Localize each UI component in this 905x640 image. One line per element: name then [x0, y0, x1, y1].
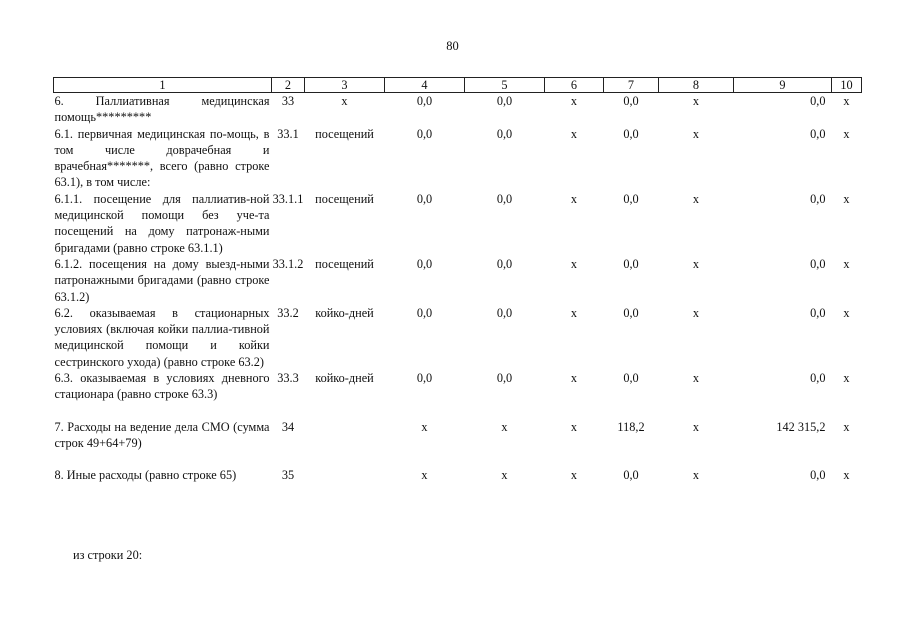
header-cell-1: 1 [54, 78, 272, 93]
header-cell-8: 8 [659, 78, 734, 93]
row-col9: 0,0 [810, 256, 826, 271]
row-col9: 0,0 [810, 305, 826, 320]
row-col9: 0,0 [810, 126, 826, 141]
row-col4: 0,0 [416, 126, 433, 141]
row-unit: посещений [315, 126, 374, 141]
row-col8: х [692, 126, 700, 141]
row-col6: х [570, 94, 578, 108]
row-col8: х [692, 419, 700, 434]
row-col4: х [421, 419, 428, 434]
row-col4: 0,0 [416, 94, 433, 108]
row-col8: х [692, 191, 700, 206]
row-col4: х [421, 468, 428, 483]
header-cell-3: 3 [305, 78, 385, 93]
row-col8: х [692, 256, 700, 271]
row-col10: х [843, 305, 850, 320]
row-col10: х [843, 256, 850, 271]
row-unit: койко-дней [315, 371, 374, 386]
row-col5: 0,0 [496, 256, 513, 271]
row-col7: 0,0 [623, 305, 639, 320]
row-col9: 142 315,2 [776, 419, 826, 434]
row-col9: 0,0 [810, 94, 826, 108]
row-code: 33.1 [277, 126, 299, 141]
page-number: 80 [446, 39, 459, 53]
table-row [54, 93, 862, 126]
row-code: 33.1.1 [272, 191, 304, 206]
row-col10: х [843, 371, 850, 386]
row-col10: х [843, 419, 850, 434]
row-col6: х [570, 371, 578, 386]
report-table [53, 77, 862, 484]
row-col7: 0,0 [623, 256, 639, 271]
header-cell-10: 10 [832, 78, 862, 93]
row-col10: х [843, 126, 850, 141]
row-col5: 0,0 [496, 191, 513, 206]
header-cell-9: 9 [734, 78, 832, 93]
header-row [54, 78, 862, 93]
row-col6: х [570, 126, 578, 141]
header-cell-2: 2 [272, 78, 305, 93]
row-col5: 0,0 [496, 94, 513, 108]
row-col6: х [570, 191, 578, 206]
row-col8: х [692, 305, 700, 320]
row-col5: 0,0 [496, 371, 513, 386]
table-row [54, 305, 862, 370]
row-col4: 0,0 [416, 191, 433, 206]
row-col6: х [570, 419, 578, 434]
row-col5: х [501, 468, 508, 483]
row-col7: 0,0 [623, 191, 639, 206]
row-name: 6.2. оказываемая в стационарных условиях (включая койки паллиа-тивной медицинской помощи и койки сестринского ухода) (равно строке 63.2) [54, 305, 270, 369]
row-name: 6.3. оказываемая в условиях дневного стационара (равно строке 63.3) [54, 371, 270, 402]
row-col9: 0,0 [810, 191, 826, 206]
row-col10: х [843, 468, 850, 483]
row-col5: 0,0 [496, 126, 513, 141]
table-row [54, 256, 862, 305]
row-col9: 0,0 [810, 371, 826, 386]
header-cell-5: 5 [465, 78, 545, 93]
row-name: 6.1.1. посещение для паллиатив-ной медицинской помощи без уче-та посещений на дому патронаж-ными бригадами (равно строке 63.1.1) [54, 191, 270, 255]
row-unit [305, 419, 385, 468]
row-col4: 0,0 [416, 305, 433, 320]
row-unit: х [341, 94, 348, 108]
row-col6: х [570, 305, 578, 320]
row-name: 6.1. первичная медицинская по-мощь, в том числе доврачебная и врачебная*******, всего (равно строке 63.1), в том числе: [54, 126, 270, 190]
row-col8: х [692, 468, 700, 483]
table-row [54, 126, 862, 191]
row-code: 33.3 [277, 371, 299, 386]
row-col5: 0,0 [496, 305, 513, 320]
row-code: 33.2 [277, 305, 299, 320]
row-unit: посещений [315, 256, 374, 271]
row-col10: х [843, 94, 850, 108]
row-col8: х [692, 371, 700, 386]
row-code: 35 [281, 468, 295, 483]
row-name: 7. Расходы на ведение дела СМО (сумма строк 49+64+79) [54, 419, 270, 450]
header-cell-6: 6 [545, 78, 604, 93]
row-unit [305, 467, 385, 483]
row-name: 6. Паллиативная медицинская помощь********* [54, 94, 270, 125]
row-col10: х [843, 191, 850, 206]
row-col7: 0,0 [623, 468, 639, 483]
table-row [54, 191, 862, 256]
row-col6: х [570, 256, 578, 271]
row-name: 6.1.2. посещения на дому выезд-ными патронажными бригадами (равно строке 63.1.2) [54, 256, 270, 304]
header-cell-7: 7 [604, 78, 659, 93]
row-col4: 0,0 [416, 371, 433, 386]
row-unit: койко-дней [315, 305, 374, 320]
table-row [54, 467, 862, 483]
row-col7: 0,0 [623, 126, 639, 141]
footer-note: из строки 20: [73, 548, 143, 562]
row-col7: 0,0 [623, 371, 639, 386]
row-code: 34 [281, 419, 295, 434]
row-code: 33.1.2 [272, 256, 304, 271]
row-col5: х [501, 419, 508, 434]
row-code: 33 [281, 94, 295, 108]
header-cell-4: 4 [385, 78, 465, 93]
row-col4: 0,0 [416, 256, 433, 271]
row-col7: 0,0 [623, 94, 639, 108]
row-col7: 118,2 [617, 419, 645, 434]
table-row [54, 419, 862, 468]
row-col6: х [570, 468, 578, 483]
table-row [54, 370, 862, 419]
row-col9: 0,0 [810, 468, 826, 483]
row-col8: х [692, 94, 700, 108]
row-unit: посещений [315, 191, 374, 206]
row-name: 8. Иные расходы (равно строке 65) [54, 468, 237, 483]
